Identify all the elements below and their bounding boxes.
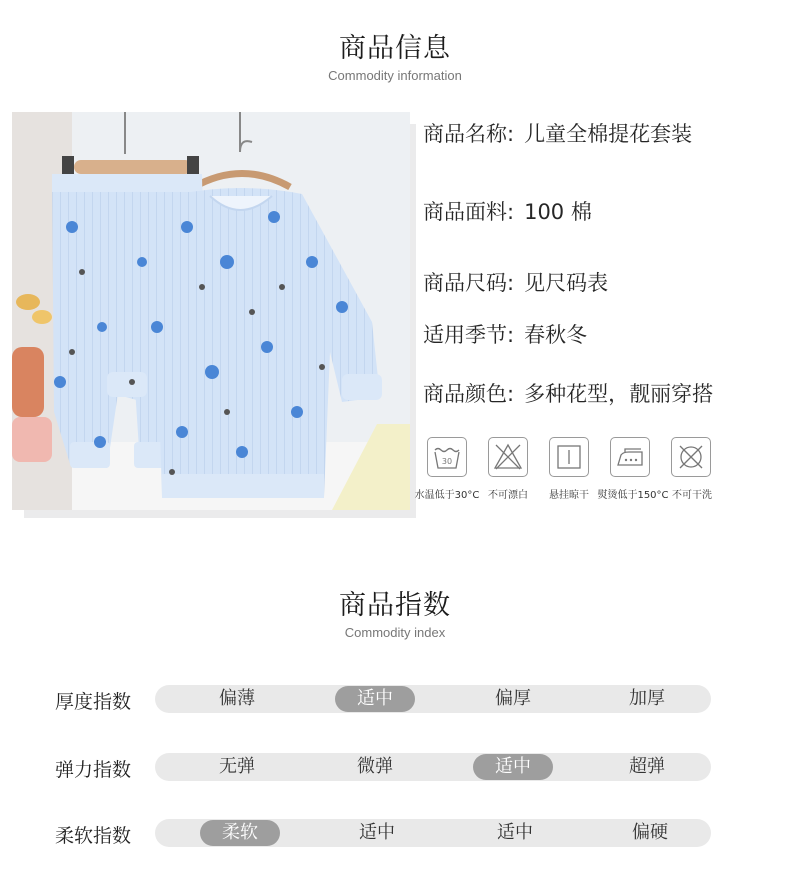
- index-bar-elasticity: [155, 753, 711, 781]
- info-value: 春秋冬: [524, 323, 588, 347]
- info-row-season: [423, 319, 587, 349]
- info-label: 商品面料:: [423, 200, 515, 224]
- no-bleach-icon: [488, 437, 528, 477]
- index-label-thickness: 厚度指数: [55, 691, 132, 713]
- index-option: 加厚: [629, 688, 665, 709]
- info-row-fabric: [423, 196, 592, 226]
- index-option: 无弹: [219, 756, 255, 777]
- care-label: 不可干洗: [672, 490, 712, 501]
- index-label-softness: 柔软指数: [55, 825, 132, 847]
- index-option: 超弹: [629, 756, 665, 777]
- info-row-name: [423, 118, 692, 148]
- section-title-index: 商品指数: [339, 590, 451, 621]
- info-row-size: [423, 267, 608, 297]
- index-option-selected: 柔软: [200, 820, 280, 846]
- hang-dry-icon: [549, 437, 589, 477]
- care-label: 悬挂晾干: [549, 490, 589, 501]
- info-value: 多种花型，靓丽穿搭: [524, 382, 714, 406]
- no-dry-clean-icon: [671, 437, 711, 477]
- care-label: 熨烫低于150°C: [597, 490, 669, 501]
- product-photo: [12, 112, 410, 510]
- index-option: 偏薄: [219, 688, 255, 709]
- care-label: 不可漂白: [488, 490, 528, 501]
- section-subtitle-info: Commodity information: [328, 68, 462, 83]
- info-label: 商品颜色:: [423, 382, 515, 406]
- index-option-selected: 适中: [473, 754, 553, 780]
- index-bar-thickness: [155, 685, 711, 713]
- info-label: 商品尺码:: [423, 271, 515, 295]
- wash-temp-text: 30: [441, 457, 453, 466]
- section-subtitle-index: Commodity index: [344, 625, 446, 640]
- wash-30-icon: [427, 437, 467, 477]
- index-option: 偏硬: [632, 822, 668, 843]
- care-label: 水温低于30°C: [414, 490, 480, 501]
- info-value: 100 棉: [524, 200, 592, 224]
- index-option-selected: 适中: [335, 686, 415, 712]
- info-value: 儿童全棉提花套装: [524, 122, 693, 146]
- info-row-color: [423, 378, 713, 408]
- index-option: 适中: [359, 822, 395, 843]
- index-bar-softness: [155, 819, 711, 847]
- index-option: 偏厚: [495, 688, 531, 709]
- info-label: 商品名称:: [423, 122, 515, 146]
- iron-150-icon: [610, 437, 650, 477]
- info-value: 见尺码表: [524, 271, 609, 295]
- info-label: 适用季节:: [423, 323, 515, 347]
- section-title-info: 商品信息: [339, 33, 451, 64]
- index-label-elasticity: 弹力指数: [55, 759, 132, 781]
- index-option: 适中: [497, 822, 533, 843]
- index-option: 微弹: [357, 756, 393, 777]
